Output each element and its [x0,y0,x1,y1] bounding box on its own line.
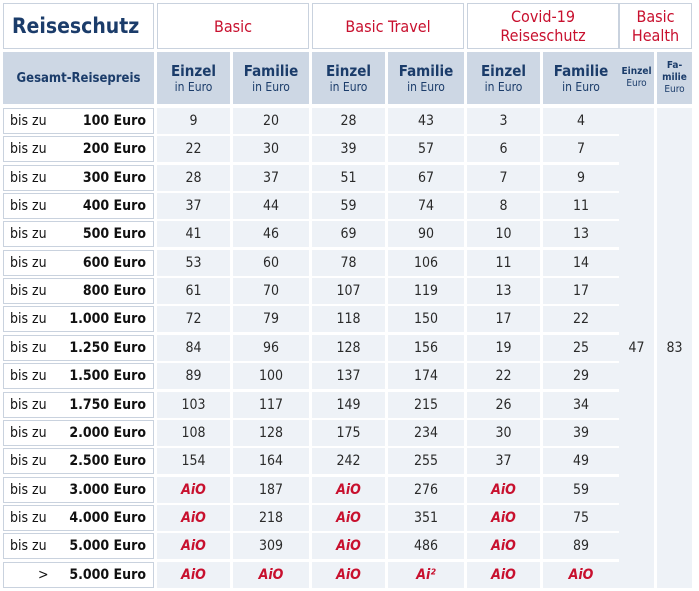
column-subheader [467,52,540,104]
table-cell: 74 [388,193,464,219]
product-header: Basic [157,3,309,49]
table-cell: 117 [233,392,309,418]
column-subheader [388,52,464,104]
table-cell: 128 [233,420,309,446]
subheader-main: Einzel [325,61,372,80]
subheader-sub: in Euro [407,79,445,94]
column-subheader [543,52,619,104]
column-subheader [157,52,230,104]
table-cell: 103 [157,392,230,418]
table-cell: 79 [233,306,309,332]
table-cell: 43 [388,108,464,134]
range-amount: 400 Euro [82,198,146,215]
table-cell: 218 [233,505,309,531]
table-cell: 37 [157,193,230,219]
range-prefix: bis zu [10,509,47,526]
table-cell: 11 [467,250,540,276]
product-header: Basic Travel [312,3,464,49]
table-cell: 39 [312,136,385,162]
table-cell: AiO [157,562,230,588]
range-amount: 2.000 Euro [69,424,146,441]
price-range-label [3,136,154,162]
table-cell: AiO [157,477,230,503]
column-subheader [233,52,309,104]
price-range-label [3,562,154,588]
table-cell: 215 [388,392,464,418]
table-cell: AiO [233,562,309,588]
table-cell: 6 [467,136,540,162]
price-range-label [3,250,154,276]
table-cell: 89 [157,363,230,389]
table-cell: 44 [233,193,309,219]
range-amount: 500 Euro [82,226,146,243]
table-cell: 486 [388,533,464,559]
table-cell: 156 [388,335,464,361]
table-cell: 30 [467,420,540,446]
table-cell: 351 [388,505,464,531]
table-cell: 69 [312,221,385,247]
table-cell: 276 [388,477,464,503]
table-cell: 118 [312,306,385,332]
table-cell: 4 [543,108,619,134]
basic-health-familie-value: 83 [657,108,692,588]
table-cell: 154 [157,448,230,474]
table-cell: 59 [312,193,385,219]
price-range-label [3,221,154,247]
range-amount: 1.750 Euro [69,396,146,413]
table-cell: 29 [543,363,619,389]
table-cell: 26 [467,392,540,418]
range-amount: 100 Euro [82,113,146,129]
column-subheader [619,52,654,104]
range-prefix: bis zu [10,424,47,441]
table-cell: 34 [543,392,619,418]
table-cell: 19 [467,335,540,361]
range-prefix: bis zu [10,226,47,243]
table-cell: 9 [157,108,230,134]
column-subheader [657,52,692,104]
range-amount: 3.000 Euro [69,481,146,498]
table-cell: 22 [157,136,230,162]
range-prefix: bis zu [10,396,47,413]
table-cell: 137 [312,363,385,389]
range-prefix: > [38,566,49,583]
price-range-label [3,392,154,418]
table-cell: 70 [233,278,309,304]
range-prefix: bis zu [10,339,47,356]
price-range-label [3,278,154,304]
price-range-label [3,108,154,134]
table-cell: 53 [157,250,230,276]
price-range-label [3,448,154,474]
subheader-main: Familie [553,61,609,80]
table-cell: 67 [388,165,464,191]
table-cell: 150 [388,306,464,332]
price-range-label [3,363,154,389]
range-prefix: bis zu [10,453,47,470]
table-cell: 100 [233,363,309,389]
table-cell: 164 [233,448,309,474]
range-amount: 2.500 Euro [69,453,146,470]
table-cell: 46 [233,221,309,247]
range-prefix: bis zu [10,113,47,129]
table-cell: 149 [312,392,385,418]
table-cell: 59 [543,477,619,503]
table-cell: 22 [543,306,619,332]
range-prefix: bis zu [10,254,47,271]
range-amount: 600 Euro [82,254,146,271]
product-header: Covid-19 Reiseschutz [467,3,619,49]
table-cell: 41 [157,221,230,247]
range-amount: 800 Euro [82,283,146,300]
table-cell: 8 [467,193,540,219]
range-prefix: bis zu [10,311,47,328]
table-cell: 17 [467,306,540,332]
subheader-main: Einzel [621,66,652,77]
table-cell: AiO [157,505,230,531]
table-cell: 22 [467,363,540,389]
table-cell: 11 [543,193,619,219]
table-cell: 60 [233,250,309,276]
subheader-sub: Euro [626,78,647,89]
table-cell: 28 [157,165,230,191]
table-cell: 128 [312,335,385,361]
subheader-sub: in Euro [329,79,368,94]
table-cell: 234 [388,420,464,446]
table-cell: AiO [312,505,385,531]
table-cell: AiO [543,562,619,588]
table-cell: AiO [467,505,540,531]
subheader-main: Einzel [480,61,527,80]
table-cell: 61 [157,278,230,304]
basic-health-einzel-value: 47 [619,108,654,588]
table-cell: 119 [388,278,464,304]
range-amount: 1.500 Euro [69,368,146,385]
table-cell: 14 [543,250,619,276]
range-prefix: bis zu [10,169,47,186]
subheader-main: Fa-milie [662,60,687,83]
range-prefix: bis zu [10,141,47,158]
table-cell: 106 [388,250,464,276]
table-cell: 25 [543,335,619,361]
table-cell: 51 [312,165,385,191]
range-amount: 5.000 Euro [69,538,146,555]
subheader-main: Familie [243,61,299,80]
table-cell: 107 [312,278,385,304]
table-cell: AiO [312,562,385,588]
table-cell: 37 [233,165,309,191]
table-cell: 3 [467,108,540,134]
range-amount: 5.000 Euro [69,566,146,583]
table-cell: 96 [233,335,309,361]
range-prefix: bis zu [10,283,47,300]
table-cell: 89 [543,533,619,559]
table-cell: 84 [157,335,230,361]
table-cell: 37 [467,448,540,474]
subheader-main: Familie [398,61,454,80]
subheader-sub: in Euro [484,79,523,94]
table-cell: 75 [543,505,619,531]
price-range-label [3,477,154,503]
price-range-label [3,420,154,446]
range-prefix: bis zu [10,538,47,555]
price-range-label [3,335,154,361]
table-cell: 13 [543,221,619,247]
table-cell: AiO [157,533,230,559]
table-cell: AiO [312,477,385,503]
price-range-label [3,505,154,531]
price-range-label [3,306,154,332]
column-subheader [312,52,385,104]
table-cell: 30 [233,136,309,162]
table-cell: 28 [312,108,385,134]
page-title: Reiseschutz [3,3,154,49]
table-cell: 9 [543,165,619,191]
table-cell: AiO [467,533,540,559]
price-range-label [3,165,154,191]
subheader-sub: Euro [664,84,685,95]
range-amount: 300 Euro [82,169,146,186]
range-prefix: bis zu [10,368,47,385]
table-cell: 187 [233,477,309,503]
gesamt-reisepreis-header: Gesamt-Reisepreis [3,52,154,104]
table-cell: 20 [233,108,309,134]
subheader-sub: in Euro [562,79,600,94]
table-cell: 57 [388,136,464,162]
table-cell: 255 [388,448,464,474]
table-cell: 7 [543,136,619,162]
subheader-sub: in Euro [252,79,290,94]
table-cell: 108 [157,420,230,446]
table-cell: 175 [312,420,385,446]
range-prefix: bis zu [10,481,47,498]
range-prefix: bis zu [10,198,47,215]
product-header: Basic Health [619,3,692,49]
price-range-label [3,533,154,559]
table-cell: 10 [467,221,540,247]
table-cell: 78 [312,250,385,276]
range-amount: 1.000 Euro [69,311,146,328]
table-cell: AiO [312,533,385,559]
table-cell: 49 [543,448,619,474]
table-cell: 17 [543,278,619,304]
table-cell: 72 [157,306,230,332]
table-cell: 7 [467,165,540,191]
table-cell: AiO [467,477,540,503]
table-cell: 242 [312,448,385,474]
table-cell: AiO [467,562,540,588]
table-cell: Ai² [388,562,464,588]
price-range-label [3,193,154,219]
table-cell: 309 [233,533,309,559]
table-cell: 39 [543,420,619,446]
table-cell: 174 [388,363,464,389]
range-amount: 1.250 Euro [69,339,146,356]
table-cell: 13 [467,278,540,304]
subheader-sub: in Euro [174,79,213,94]
range-amount: 200 Euro [82,141,146,158]
table-cell: 90 [388,221,464,247]
range-amount: 4.000 Euro [69,509,146,526]
subheader-main: Einzel [170,61,217,80]
